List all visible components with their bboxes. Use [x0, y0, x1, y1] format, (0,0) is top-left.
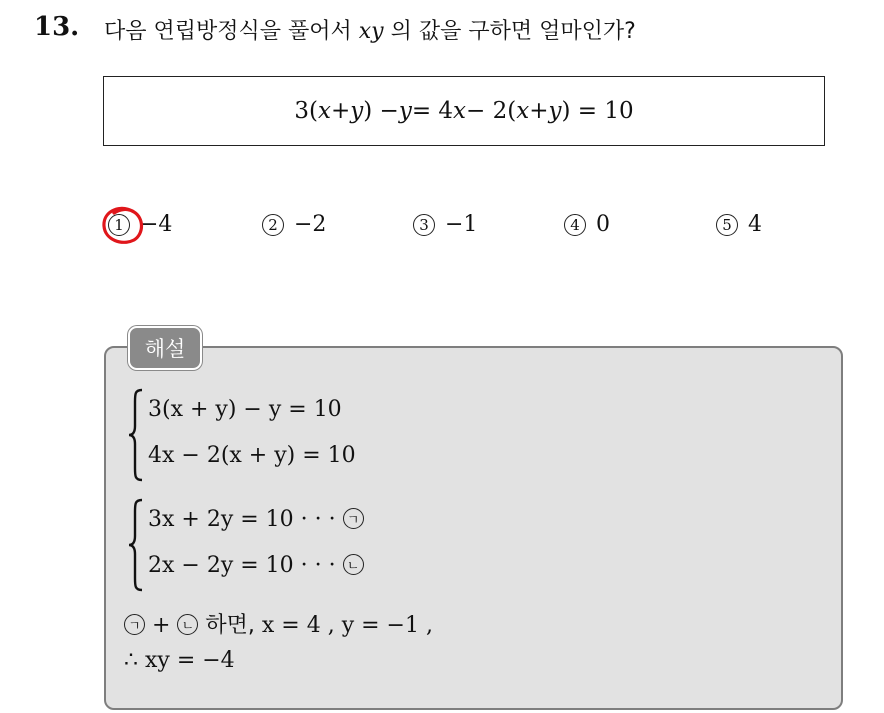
plus-sign: +: [145, 613, 178, 638]
eq-var: x: [317, 98, 331, 124]
choice-number-circle: 1: [108, 214, 130, 236]
choice-number-circle: 2: [262, 214, 284, 236]
equation-text: 3x + 2y = 10 · · ·: [148, 507, 343, 532]
eq-part: ) = 10: [561, 98, 634, 124]
choice-value: −4: [140, 212, 173, 237]
solution-tag: 해설: [128, 326, 202, 370]
choice-2[interactable]: [262, 212, 326, 237]
eq-part: +: [330, 98, 351, 124]
question-text: [104, 14, 636, 45]
eq-var: y: [350, 98, 364, 124]
choice-5[interactable]: [716, 212, 762, 237]
eq-var: x: [453, 98, 467, 124]
result-line: [124, 608, 433, 639]
choice-value: 4: [748, 212, 762, 237]
conclusion-line: ∴ xy = −4: [124, 648, 235, 673]
eq-part: +: [529, 98, 549, 124]
eq-var: y: [548, 98, 562, 124]
choice-number-circle: 5: [716, 214, 738, 236]
question-number: 13.: [34, 12, 80, 42]
solution-box: [104, 346, 843, 710]
choice-number-circle: 4: [564, 214, 586, 236]
result-korean-text: 하면,: [198, 613, 262, 638]
eq-part: = 4: [411, 98, 454, 124]
eq-part: ) −: [363, 98, 399, 124]
choice-value: −1: [445, 212, 478, 237]
system-2-line-2: [148, 553, 364, 578]
circled-jamo-nieun: ㄴ: [177, 614, 198, 635]
system-2: [128, 496, 388, 596]
question-text-before: 다음 연립방정식을 풀어서: [104, 19, 352, 44]
eq-var: y: [398, 98, 412, 124]
question-text-after: 의 값을 구하면 얼마인가?: [390, 19, 636, 44]
equation-box: [103, 76, 825, 146]
circled-jamo-nieun: ㄴ: [343, 554, 364, 575]
left-brace-icon: [128, 498, 144, 592]
system-1-line-2: 4x − 2(x + y) = 10: [148, 443, 356, 468]
choice-4[interactable]: [564, 212, 610, 237]
system-2-line-1: [148, 507, 364, 532]
result-values: x = 4 , y = −1 ,: [261, 613, 433, 638]
answer-circle-mark: [100, 204, 146, 248]
eq-part: 3(: [294, 98, 318, 124]
eq-part: − 2(: [466, 98, 517, 124]
circled-jamo-giyeok: ㄱ: [343, 508, 364, 529]
equation-text: 2x − 2y = 10 · · ·: [148, 553, 343, 578]
choice-number-circle: 3: [413, 214, 435, 236]
choice-3[interactable]: [413, 212, 477, 237]
left-brace-icon: [128, 388, 144, 482]
system-1: [128, 386, 388, 486]
eq-var: x: [516, 98, 530, 124]
choice-value: 0: [596, 212, 610, 237]
system-1-line-1: 3(x + y) − y = 10: [148, 397, 342, 422]
question-variable: xy: [358, 19, 384, 44]
choice-value: −2: [294, 212, 327, 237]
circled-jamo-giyeok: ㄱ: [124, 614, 145, 635]
